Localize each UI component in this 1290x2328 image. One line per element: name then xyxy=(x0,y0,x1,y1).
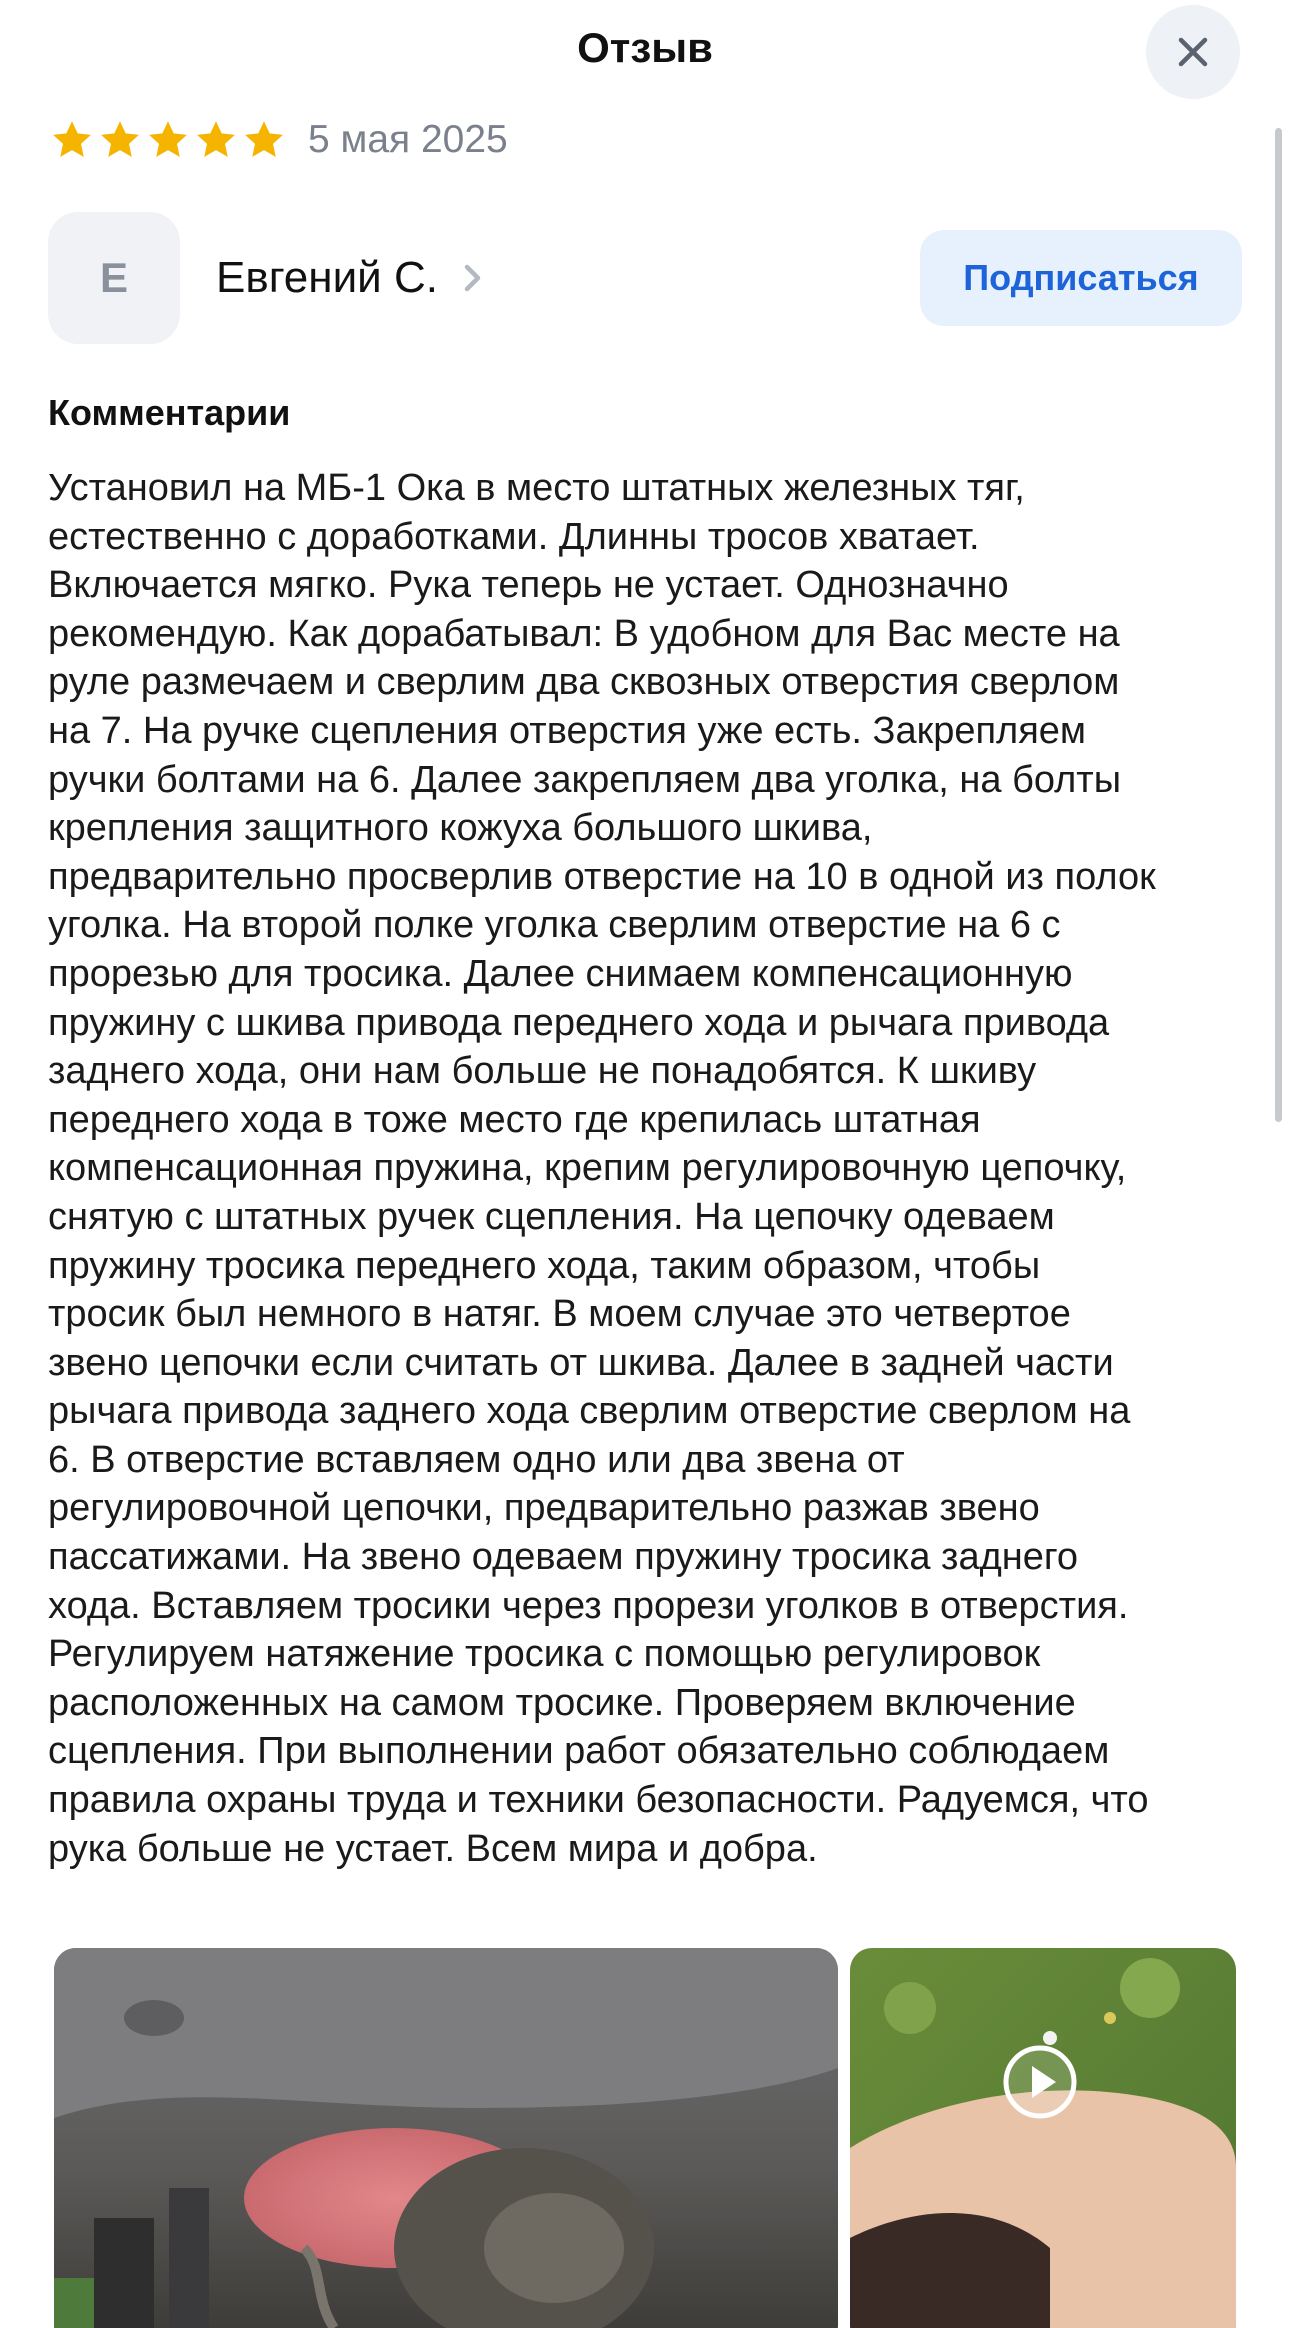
comment-line: ручки болтами на 6. Далее закрепляем два уголка, на болты xyxy=(48,758,1122,801)
review-photo[interactable] xyxy=(54,1948,838,2328)
comment-line: пассатижами. На звено одеваем пружину тросика заднего xyxy=(48,1536,1079,1579)
comment-line: Включается мягко. Рука теперь не устает. Однозначно xyxy=(48,564,1009,607)
comment-line: прорезью для тросика. Далее снимаем компенсационную xyxy=(48,952,1073,995)
comment-line: предварительно просверлив отверстие на 10 в одной из полок xyxy=(48,855,1156,898)
comment-line: компенсационная пружина, крепим регулировочную цепочку, xyxy=(48,1147,1127,1190)
comment-line: правила охраны труда и техники безопасности. Радуемся, что xyxy=(48,1779,1149,1822)
scrollbar[interactable] xyxy=(1275,128,1282,1122)
comment-line: на 7. На ручке сцепления отверстия уже есть. Закрепляем xyxy=(48,709,1087,752)
comment-line: хода. Вставляем тросики через прорези уголков в отверстия. xyxy=(48,1584,1129,1627)
comment-line: пружину тросика переднего хода, таким образом, чтобы xyxy=(48,1244,1041,1287)
comment-line: регулировочной цепочки, предварительно разжав звено xyxy=(48,1487,1040,1530)
comment-line: снятую с штатных ручек сцепления. На цепочку одеваем xyxy=(48,1195,1055,1238)
comment-line: заднего хода, они нам больше не понадобятся. К шкиву xyxy=(48,1050,1037,1093)
star-icon xyxy=(50,118,94,162)
review-video[interactable] xyxy=(850,1948,1236,2328)
play-icon xyxy=(1000,2042,1080,2122)
comment-line: расположенных на самом тросике. Проверяем включение xyxy=(48,1681,1076,1724)
comment-line: крепления защитного кожуха большого шкива, xyxy=(48,807,873,850)
comment-line: Регулируем натяжение тросика с помощью регулировок xyxy=(48,1633,1041,1676)
star-icon xyxy=(242,118,286,162)
comment-line: рычага привода заднего хода сверлим отверстие сверлом на xyxy=(48,1390,1131,1433)
comments-heading: Комментарии xyxy=(48,392,291,433)
comment-line: уголка. На второй полке уголка сверлим отверстие на 6 с xyxy=(48,904,1061,947)
comment-line: сцепления. При выполнении работ обязательно соблюдаем xyxy=(48,1730,1110,1773)
comment-line: звено цепочки если считать от шкива. Далее в задней части xyxy=(48,1341,1114,1384)
author-row xyxy=(48,212,1242,344)
rating-row xyxy=(50,117,508,163)
photo-thumbnail xyxy=(54,1948,838,2328)
review-date: 5 мая 2025 xyxy=(308,118,508,161)
comment-line: рекомендую. Как дорабатывал: В удобном для Вас месте на xyxy=(48,612,1120,655)
comment-line: Установил на МБ-1 Ока в место штатных железных тяг, xyxy=(48,467,1025,509)
star-rating xyxy=(50,118,286,162)
close-button[interactable] xyxy=(1146,5,1240,99)
page-title: Отзыв xyxy=(577,24,713,71)
review-header xyxy=(0,0,1290,100)
comment-line: тросик был немного в натяг. В моем случае это четвертое xyxy=(48,1293,1071,1336)
review-comment-text xyxy=(48,464,1248,1873)
media-gallery xyxy=(54,1948,1236,2328)
video-thumbnail xyxy=(850,1948,1236,2328)
comment-line: переднего хода в тоже место где крепилась штатная xyxy=(48,1098,981,1141)
author-name: Евгений С. xyxy=(216,253,438,302)
avatar[interactable]: Е xyxy=(48,212,180,344)
comment-line: 6. В отверстие вставляем одно или два звена от xyxy=(48,1438,905,1481)
author-profile-link[interactable] xyxy=(216,212,484,344)
subscribe-button[interactable]: Подписаться xyxy=(920,230,1242,326)
star-icon xyxy=(98,118,142,162)
close-icon xyxy=(1176,35,1210,69)
comment-line: естественно с доработками. Длинны тросов хватает. xyxy=(48,515,980,558)
comment-line: руле размечаем и сверлим два сквозных отверстия сверлом xyxy=(48,661,1120,704)
comment-line: рука больше не устает. Всем мира и добра. xyxy=(48,1827,818,1870)
star-icon xyxy=(194,118,238,162)
comment-line: пружину с шкива привода переднего хода и рычага привода xyxy=(48,1001,1110,1044)
chevron-right-icon xyxy=(462,263,484,293)
star-icon xyxy=(146,118,190,162)
